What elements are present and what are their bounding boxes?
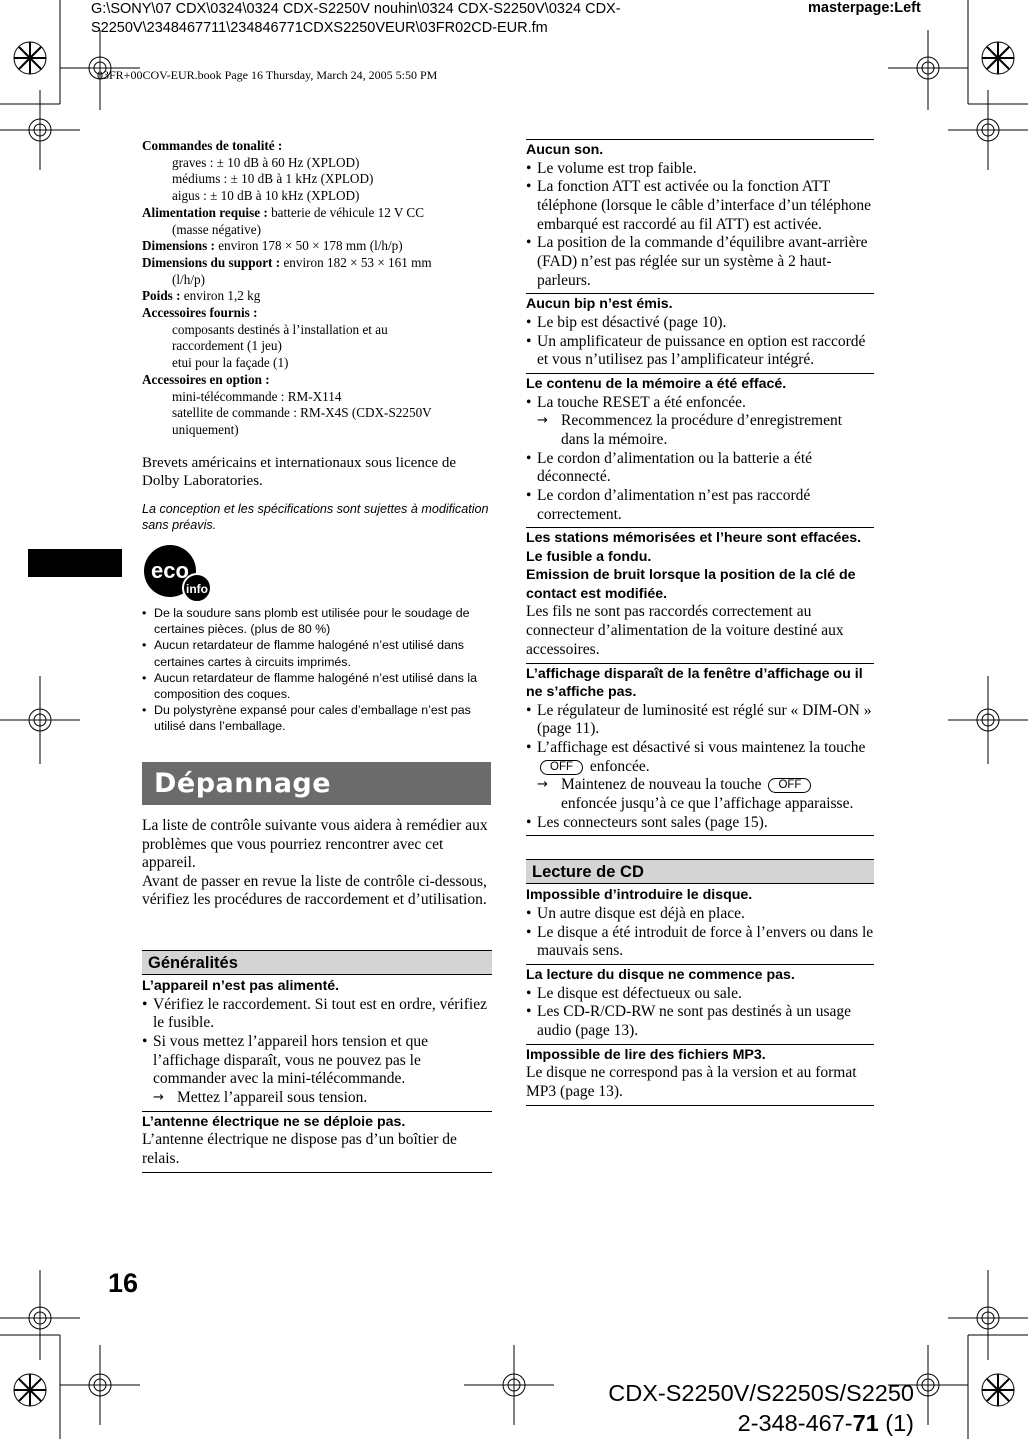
bullet-item: • Le cordon d’alimentation ou la batterie a été déconnecté. [526,450,874,487]
weight-label: Poids : [142,288,181,304]
optional-line: uniquement) [172,421,239,437]
bullet-item: • Si vous mettez l’appareil hors tension et que l’affichage disparaît, vous ne pouvez pas le commander avec la mini-télécommande. [142,1033,492,1089]
question-heading: Impossible de lire des fichiers MP3. [526,1046,766,1063]
info-logo-text: info [186,582,208,596]
tone-line: graves : ± 10 dB à 60 Hz (XPLOD) [172,154,360,170]
arrow-item [526,776,874,813]
troubleshooting-right [526,139,874,1107]
bullet-item: • Le régulateur de luminosité est réglé sur « DIM-ON » (page 11). [526,702,874,739]
tone-label: Commandes de tonalité : [142,138,283,153]
list-item: • Du polystyrène expansé pour cales d’emballage n’est pas utilisé dans l’emballage. [142,702,492,734]
power-cont: (masse négative) [172,221,261,237]
question-heading: Aucun bip n’est émis. [526,296,673,313]
bullet-text: L’affichage est désactivé si vous maintenez la touche [537,738,866,756]
section-title-depannage: Dépannage [142,762,491,805]
file-path-header: G:\SONY\07 CDX\0324\0324 CDX-S2250V nouhin\0324 CDX-S2250V\0324 CDX-S2250V\2348467711\234846771CDXS2250VEUR\03FR02CD-EUR.fm [91,1,621,36]
eco-list [142,605,492,735]
book-info-line: 03FR+00COV-EUR.book Page 16 Thursday, March 24, 2005 5:50 PM [97,68,438,82]
bullet-item: • Le volume est trop faible. [526,160,874,179]
bullet-item: • Le cordon d’alimentation n’est pas raccordé correctement. [526,487,874,524]
bullet-text: enfoncée. [589,757,650,775]
question-heading: Le contenu de la mémoire a été effacé. [526,376,787,393]
bullet-item [526,739,874,776]
power-label: Alimentation requise : [142,204,268,220]
bullet-item: • Vérifiez le raccordement. Si tout est en ordre, vérifiez le fusible. [142,996,492,1033]
bullet-item: • Le disque a été introduit de force à l’envers ou dans le mauvais sens. [526,924,874,961]
tone-line: médiums : ± 10 dB à 1 kHz (XPLOD) [172,171,374,187]
arrow-text: enfoncée jusqu’à ce que l’affichage apparaisse. [561,795,854,813]
question-heading: Aucun son. [526,142,604,158]
bullet-item: • Le bip est désactivé (page 10). [526,314,874,333]
question-heading: L’antenne électrique ne se déploie pas. [142,1113,406,1130]
list-item: • Aucun retardateur de flamme halogéné n’est utilisé dans certaines cartes à circuits imprimés. [142,637,492,669]
question-heading: L’affichage disparaît de la fenêtre d’affichage ou il ne s’affiche pas. [526,665,863,701]
specifications [142,138,492,439]
bullet-item: • La position de la commande d’équilibre avant-arrière (FAD) n’est pas réglée sur un système à 2 haut-parleurs. [526,234,874,290]
bullet-item: • Les connecteurs sont sales (page 15). [526,814,874,833]
mount-cont: (l/h/p) [172,271,205,287]
list-item: • Aucun retardateur de flamme halogéné n’est utilisé dans la composition des coques. [142,670,492,702]
tone-line: aigus : ± 10 dB à 10 kHz (XPLOD) [172,188,360,204]
off-button-icon: OFF [540,760,583,775]
arrow-item: → Mettez l’appareil sous tension. [142,1089,492,1108]
weight-value: environ 1,2 kg [180,288,261,304]
supplied-line: composants destinés à l’installation et au [172,321,388,337]
eco-logo-text: eco [151,558,189,583]
section-tab-marker [28,549,122,577]
spec-change-notice: La conception et les spécifications sont sujettes à modification sans préavis. [142,502,489,532]
subsection-title-cd: Lecture de CD [526,859,874,884]
part-bold: 71 [852,1410,879,1436]
page-number: 16 [108,1268,139,1298]
intro-paragraph: La liste de contrôle suivante vous aidera à remédier aux problèmes que vous pourriez rencontrer avec cet appareil. [142,817,488,871]
subsection-title-generalites: Généralités [142,950,492,975]
model-number: CDX-S2250V/S2250S/S2250 [608,1380,914,1406]
bullet-item: • La touche RESET a été enfoncée. [526,394,874,413]
eco-info-logo [142,545,212,605]
bullet-item: • La fonction ATT est activée ou la fonction ATT téléphone (lorsque le câble d’interface d’un téléphone embarqué est raccordé au fil ATT) est activée. [526,178,874,234]
optional-label: Accessoires en option : [142,371,270,387]
generalites-section [142,950,492,1174]
dolby-notice: Brevets américains et internationaux sous licence de Dolby Laboratories. [142,455,457,489]
list-item: • De la soudure sans plomb est utilisée pour le soudage de certaines pièces. (plus de 80 %) [142,605,492,637]
optional-line: satellite de commande : RM-X4S (CDX-S2250V [172,405,432,421]
question-heading: L’appareil n’est pas alimenté. [142,978,340,994]
intro-paragraph: Avant de passer en revue la liste de contrôle ci-dessous, vérifiez les procédures de raccordement et d’utilisation. [142,872,487,908]
bullet-item: • Un amplificateur de puissance en option est raccordé et vous n’utilisez pas l’amplificateur intégré. [526,333,874,370]
dim-value: environ 178 × 50 × 178 mm (l/h/p) [214,238,403,254]
bullet-item: • Les CD-R/CD-RW ne sont pas destinés à un usage audio (page 13). [526,1003,874,1040]
depannage-intro [142,817,492,910]
arrow-item: → Recommencez la procédure d’enregistrement dans la mémoire. [526,412,874,449]
question-heading: Impossible d’introduire le disque. [526,887,753,904]
supplied-label: Accessoires fournis : [142,305,258,321]
answer-paragraph: L’antenne électrique ne dispose pas d’un boîtier de relais. [142,1131,457,1167]
question-heading: Emission de bruit lorsque la position de la clé de contact est modifiée. [526,567,856,602]
dim-label: Dimensions : [142,238,215,254]
part-suffix: (1) [878,1410,914,1436]
power-value: batterie de véhicule 12 V CC [267,204,425,220]
optional-line: mini-télécommande : RM-X114 [172,388,342,404]
question-heading: La lecture du disque ne commence pas. [526,967,795,984]
part-prefix: 2-348-467- [737,1410,853,1436]
question-heading: Le fusible a fondu. [526,548,652,565]
off-button-icon: OFF [768,778,811,793]
mount-value: environ 182 × 53 × 161 mm [280,254,432,270]
supplied-line: raccordement (1 jeu) [172,338,282,354]
answer-paragraph: Le disque ne correspond pas à la version et au format MP3 (page 13). [526,1064,857,1100]
mount-label: Dimensions du support : [142,254,281,270]
supplied-line: etui pour la façade (1) [172,355,289,371]
question-heading: Les stations mémorisées et l’heure sont effacées. [526,530,862,547]
arrow-text: Maintenez de nouveau la touche [561,776,762,794]
part-number [600,1408,914,1438]
bullet-item: • Un autre disque est déjà en place. [526,905,874,924]
bullet-item: • Le disque est défectueux ou sale. [526,985,874,1004]
answer-paragraph: Les fils ne sont pas raccordés correctement au connecteur d’alimentation de la voiture destiné aux accessoires. [526,603,844,658]
masterpage-label: masterpage:Left [808,0,921,16]
